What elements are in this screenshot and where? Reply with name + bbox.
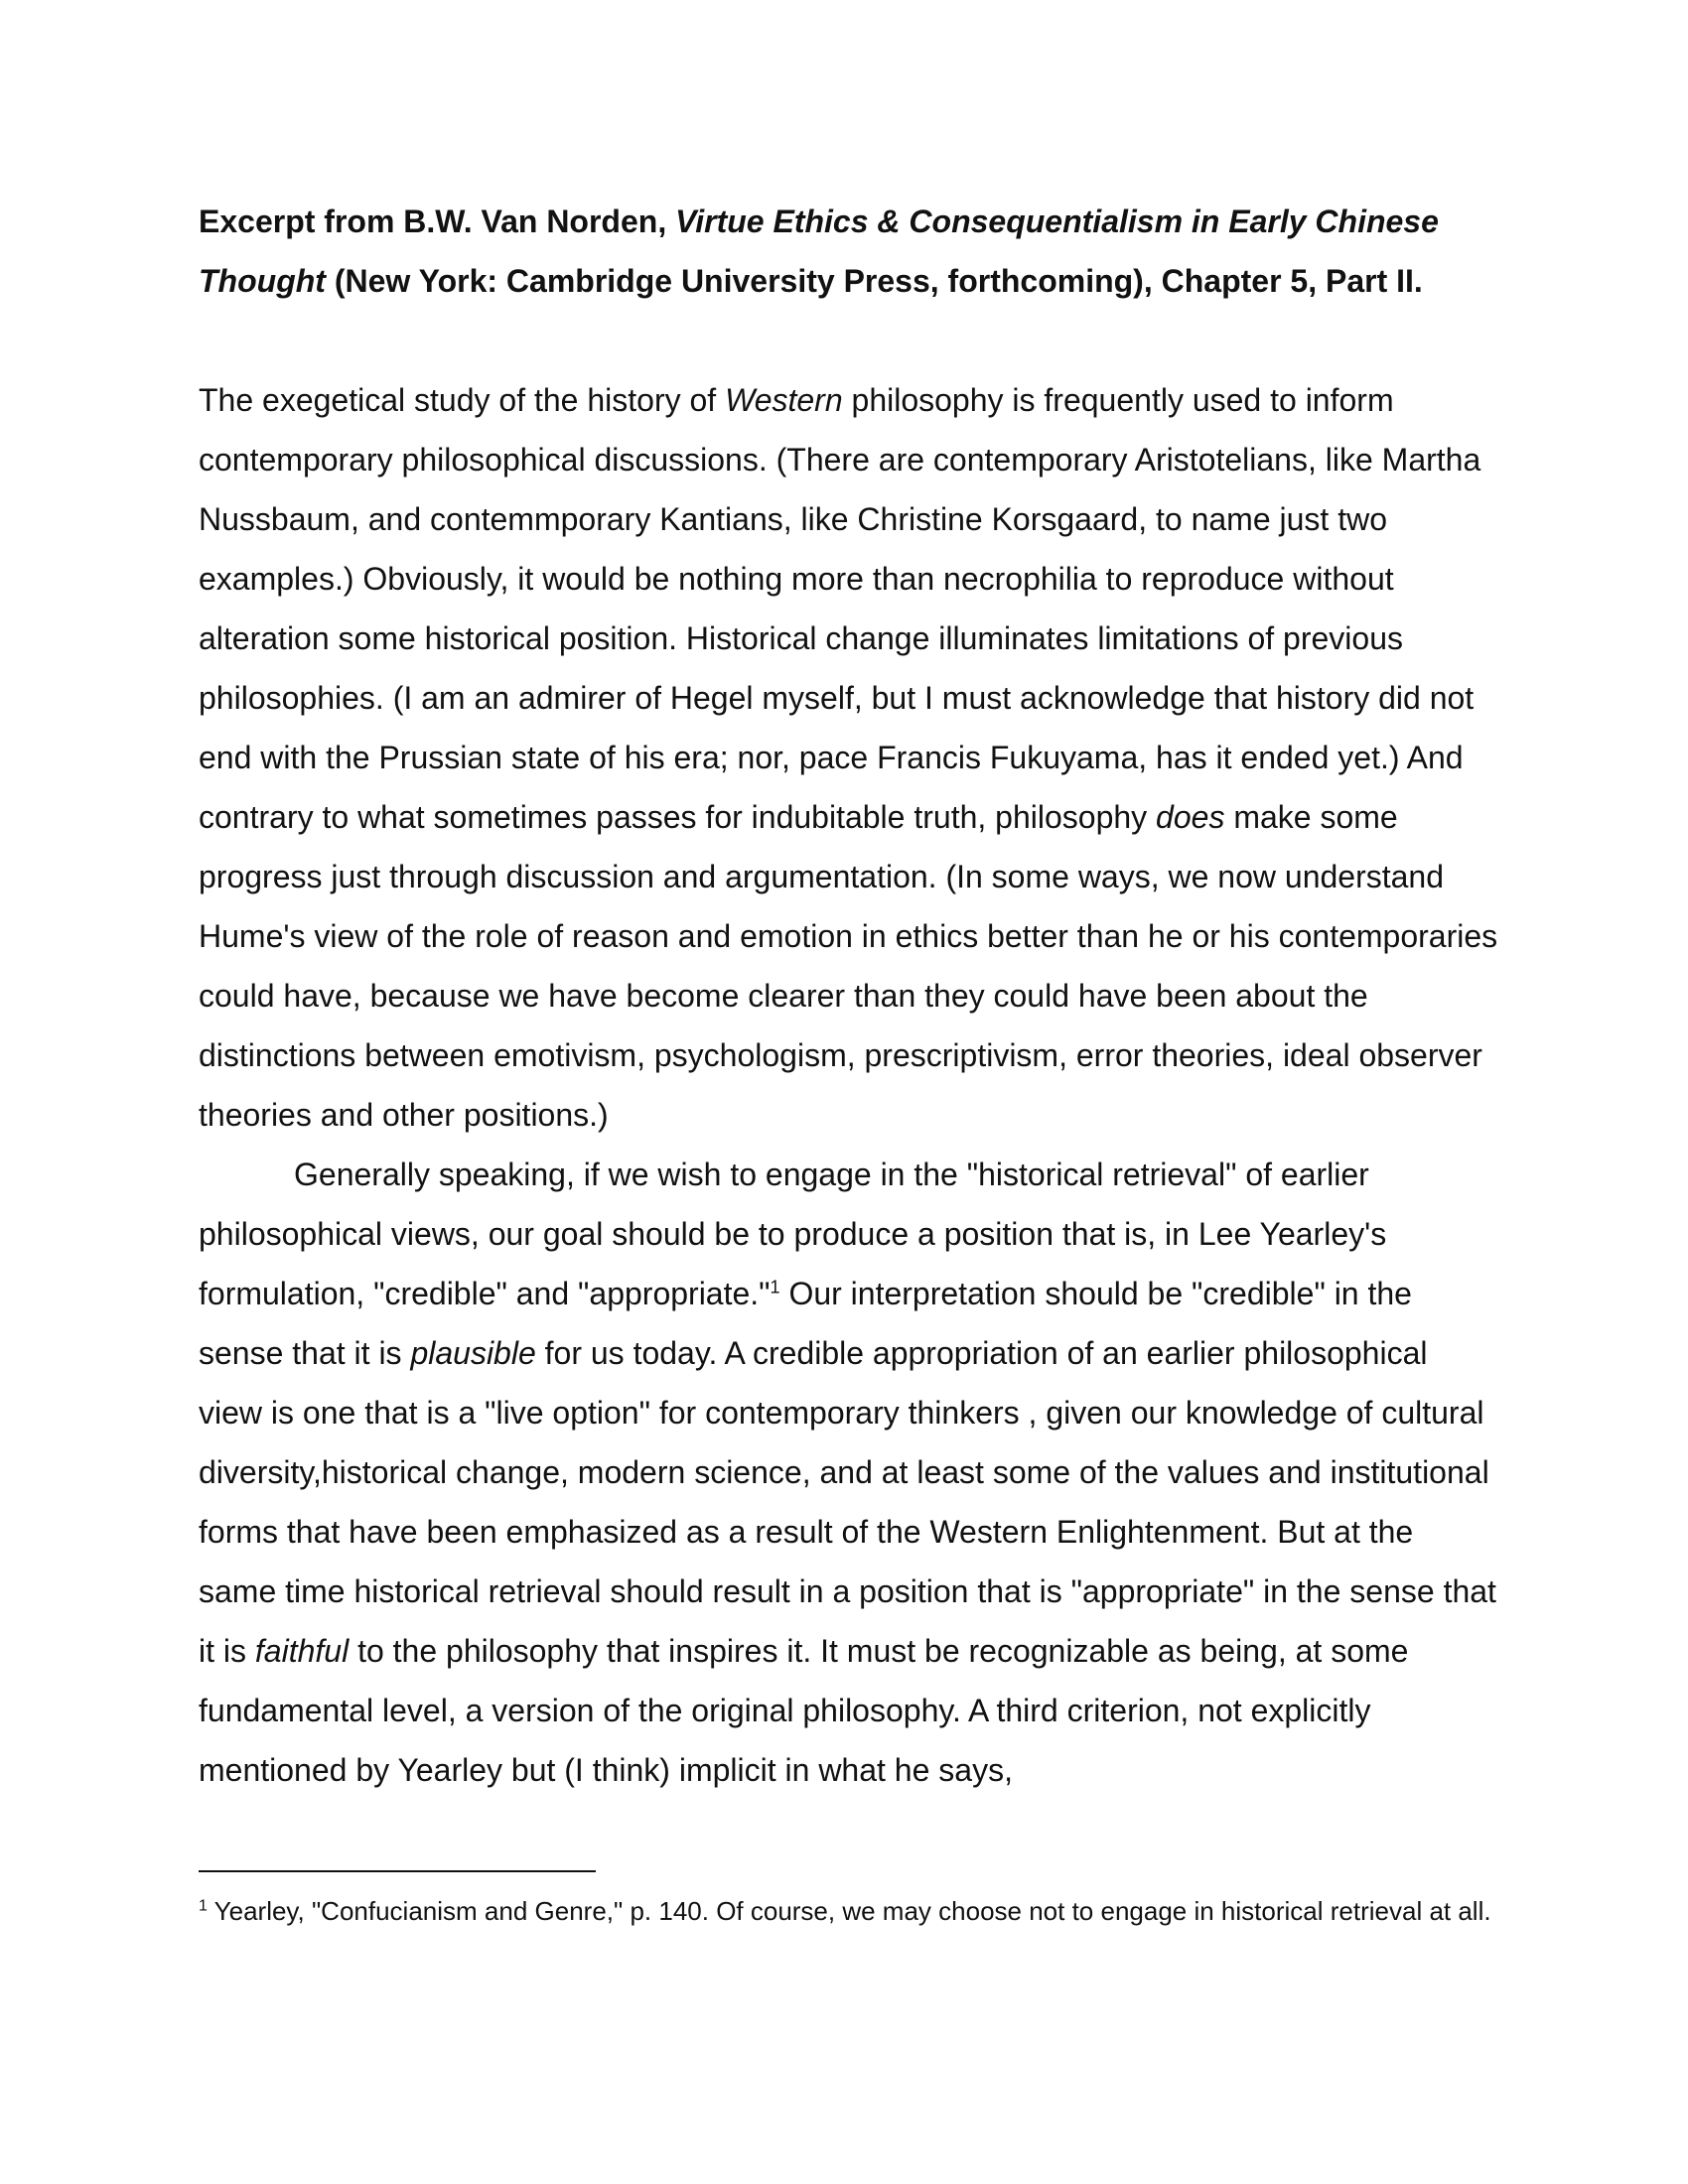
paragraph-2-text-a: Generally speaking, if we wish to engage in the "historical retrieval" of earlier philosophical views, our goal should be to produce a position that is, in Lee Yearley's formulation, "credible" and "appropriate."	[199, 1157, 1387, 1311]
footnote-text: Yearley, "Confucianism and Genre," p. 140. Of course, we may choose not to engage in historical retrieval at all.	[207, 1896, 1491, 1926]
paragraph-2	[199, 1145, 1499, 1800]
body-text	[199, 370, 1499, 1800]
paragraph-1-text-b: philosophy is frequently used to inform contemporary philosophical discussions. (There are contemporary Aristotelians, like Martha Nussbaum, and contemmporary Kantians, like Christine Korsgaard, to name just two examples.) Obviously, it would be nothing more than necrophilia to reproduce without alteration some historical position. Historical change illuminates limitations of previous philosophies. (I am an admirer of Hegel myself, but I must acknowledge that history did not end with the Prussian state of his era; nor, pace Francis Fukuyama, has it ended yet.) And contrary to what sometimes passes for indubitable truth, philosophy	[199, 382, 1481, 835]
heading-book-title: Virtue Ethics & Consequentialism in Early Chinese Thought	[199, 204, 1439, 299]
heading-prefix: Excerpt from B.W. Van Norden,	[199, 204, 676, 239]
paragraph-1	[199, 370, 1499, 1145]
emphasis-faithful: faithful	[254, 1633, 350, 1669]
footnote-reference[interactable]: 1	[770, 1277, 780, 1297]
footnote-1	[199, 1886, 1499, 1936]
heading-publication-info: (New York: Cambridge University Press, forthcoming), Chapter 5, Part II.	[334, 263, 1423, 299]
paragraph-2-text-d: to the philosophy that inspires it. It must be recognizable as being, at some fundamental level, a version of the original philosophy. A third criterion, not explicitly mentioned by Yearley but (I think) implicit in what he says,	[199, 1633, 1409, 1788]
footnote-divider	[199, 1870, 596, 1872]
document-page	[199, 192, 1499, 1800]
emphasis-western: Western	[725, 382, 843, 418]
paragraph-2-text-b: Our interpretation should be "credible" in the sense that it is	[199, 1276, 1412, 1371]
paragraph-2-text-c: for us today. A credible appropriation of an earlier philosophical view is one that is a "live option" for contemporary thinkers , given our knowledge of cultural diversity,historical change, modern science, and at least some of the values and institutional forms that have been emphasized as a result of the Western Enlightenment. But at the same time historical retrieval should result in a position that is "appropriate" in the sense that it is	[199, 1335, 1496, 1669]
document-heading	[199, 192, 1499, 311]
paragraph-1-text-a: The exegetical study of the history of	[199, 382, 726, 418]
paragraph-1-text-c: make some progress just through discussion and argumentation. (In some ways, we now understand Hume's view of the role of reason and emotion in ethics better than he or his contemporaries could have, because we have become clearer than they could have been about the distinctions between emotivism, psychologism, prescriptivism, error theories, ideal observer theories and other positions.)	[199, 799, 1498, 1133]
footnote-marker: 1	[199, 1897, 208, 1915]
emphasis-does: does	[1156, 799, 1225, 835]
emphasis-plausible: plausible	[410, 1335, 536, 1371]
